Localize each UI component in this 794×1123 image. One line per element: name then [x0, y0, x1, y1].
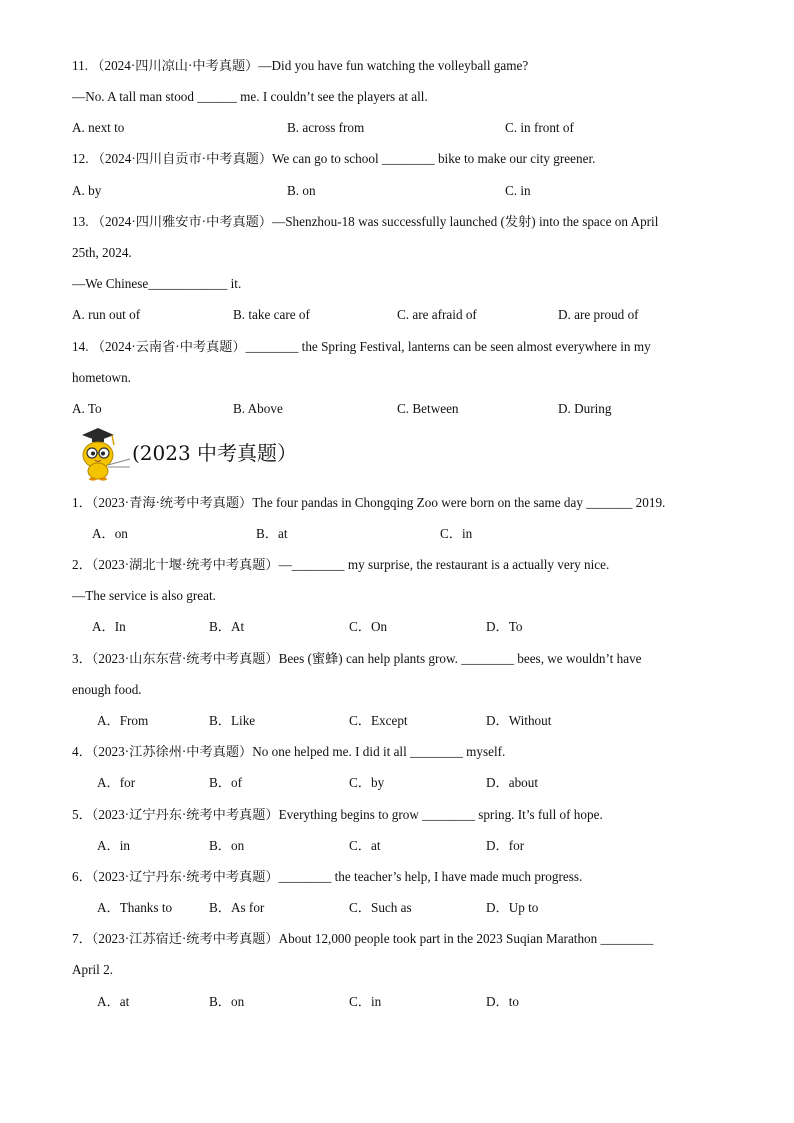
- option-b: B. on: [287, 183, 316, 198]
- section-title: (2023 中考真题）: [132, 441, 298, 465]
- option-d: D．Up to: [486, 900, 539, 915]
- question-text: 1．（2023·青海·统考中考真题）The four pandas in Chongqing Zoo were born on the same day _______ 2019.: [72, 495, 666, 510]
- option-a: A．on: [92, 526, 128, 541]
- option-a: A. To: [72, 401, 102, 416]
- question-text: 25th, 2024.: [72, 245, 132, 260]
- question-text: 2．（2023·湖北十堰·统考中考真题）—________ my surprise, the restaurant is a actually very nice.: [72, 557, 610, 572]
- option-a: A．From: [97, 713, 149, 728]
- question-text: —We Chinese____________ it.: [72, 276, 242, 291]
- option-c: C. Between: [397, 401, 459, 416]
- option-b: B．of: [209, 775, 242, 790]
- option-b: B．At: [209, 619, 245, 634]
- option-c: C．in: [349, 994, 382, 1009]
- options-row: [0, 401, 794, 417]
- option-c: C. in front of: [505, 120, 574, 135]
- question-text: 7．（2023·江苏宿迁·统考中考真题）About 12,000 people took part in the 2023 Suqian Marathon ________: [72, 931, 654, 946]
- option-b: B. Above: [233, 401, 283, 416]
- question-text: 14. （2024·云南省·中考真题）________ the Spring Festival, lanterns can be seen almost everywhere in my: [72, 339, 651, 354]
- option-b: B．on: [209, 994, 245, 1009]
- question-text: enough food.: [72, 682, 142, 697]
- options-row: [0, 307, 794, 323]
- option-c: C．On: [349, 619, 388, 634]
- options-row: [0, 900, 794, 916]
- option-a: A．In: [92, 619, 126, 634]
- option-c: C．Except: [349, 713, 408, 728]
- question-text: 4．（2023·江苏徐州·中考真题）No one helped me. I did it all ________ myself.: [72, 744, 506, 759]
- option-b: B．at: [256, 526, 288, 541]
- option-c: C．in: [440, 526, 473, 541]
- option-a: A．at: [97, 994, 130, 1009]
- options-row: [0, 526, 794, 542]
- option-d: D．about: [486, 775, 539, 790]
- options-row: [0, 619, 794, 635]
- question-text: 6．（2023·辽宁丹东·统考中考真题）________ the teacher’s help, I have made much progress.: [72, 869, 583, 884]
- question-text: 13. （2024·四川雅安市·中考真题）—Shenzhou-18 was successfully launched (发射) into the space on April: [72, 214, 659, 229]
- question-text: 5．（2023·辽宁丹东·统考中考真题）Everything begins to grow ________ spring. It’s full of hope.: [72, 807, 603, 822]
- option-b: B．As for: [209, 900, 265, 915]
- option-a: A. by: [72, 183, 102, 198]
- option-c: C. are afraid of: [397, 307, 477, 322]
- owl-doctor-mascot-icon: [72, 425, 132, 481]
- question-text: April 2.: [72, 962, 114, 977]
- section-heading: [72, 425, 372, 481]
- option-b: B. take care of: [233, 307, 310, 322]
- option-a: A．for: [97, 775, 136, 790]
- question-text: 3．（2023·山东东营·统考中考真题）Bees (蜜蜂) can help plants grow. ________ bees, we wouldn’t have: [72, 651, 642, 666]
- options-row: [0, 120, 794, 136]
- option-a: A．Thanks to: [97, 900, 173, 915]
- options-row: [0, 775, 794, 791]
- option-d: D. are proud of: [558, 307, 639, 322]
- question-text: hometown.: [72, 370, 131, 385]
- option-d: D．for: [486, 838, 525, 853]
- question-text: —No. A tall man stood ______ me. I couldn’t see the players at all.: [72, 89, 428, 104]
- question-text: 12. （2024·四川自贡市·中考真题）We can go to school ________ bike to make our city greener.: [72, 151, 596, 166]
- option-a: A．in: [97, 838, 130, 853]
- options-row: [0, 994, 794, 1010]
- option-c: C．at: [349, 838, 381, 853]
- options-row: [0, 713, 794, 729]
- option-d: D．to: [486, 994, 519, 1009]
- option-d: D．To: [486, 619, 523, 634]
- options-row: [0, 838, 794, 854]
- option-b: B．on: [209, 838, 245, 853]
- option-a: A. next to: [72, 120, 125, 135]
- question-text: 11. （2024·四川凉山·中考真题）—Did you have fun watching the volleyball game?: [72, 58, 529, 73]
- option-a: A. run out of: [72, 307, 141, 322]
- option-c: C．Such as: [349, 900, 412, 915]
- option-c: C. in: [505, 183, 531, 198]
- options-row: [0, 183, 794, 199]
- option-d: D．Without: [486, 713, 552, 728]
- option-c: C．by: [349, 775, 385, 790]
- option-d: D. During: [558, 401, 612, 416]
- question-text: —The service is also great.: [72, 588, 216, 603]
- option-b: B. across from: [287, 120, 365, 135]
- option-b: B．Like: [209, 713, 256, 728]
